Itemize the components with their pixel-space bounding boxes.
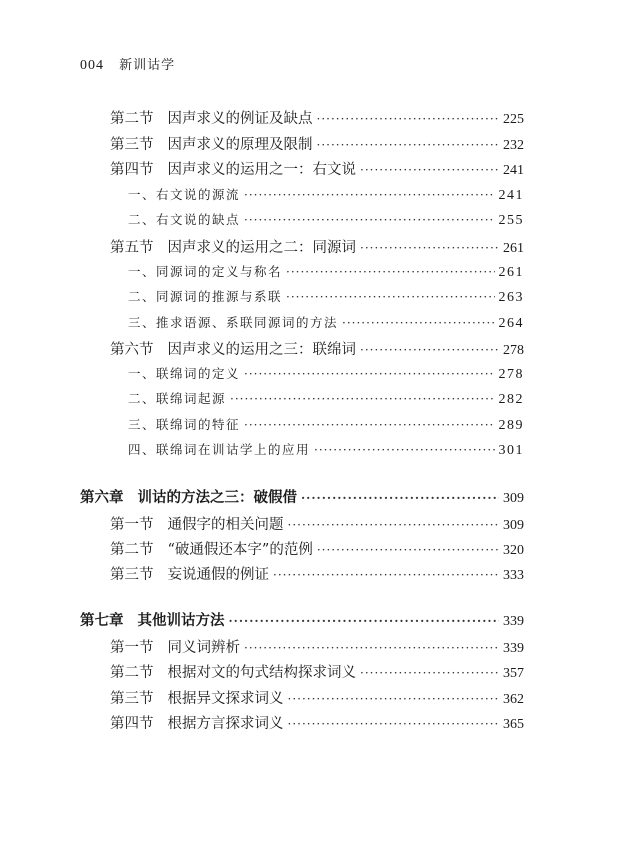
toc-entry-title: 三、推求语源、系联同源词的方法 — [128, 315, 339, 330]
toc-entry-title: 一、右文说的源流 — [128, 187, 241, 202]
toc-entry-title: 根据异文探求词义 — [167, 691, 284, 707]
toc-section-entry[interactable] — [110, 107, 524, 129]
dot-leader — [342, 316, 494, 330]
toc-entry-title: 一、同源词的定义与称名 — [128, 264, 283, 279]
toc-entry-label — [110, 513, 284, 534]
toc-entry-number: 第二节 — [110, 542, 154, 558]
toc-entry-page: 225 — [503, 112, 524, 127]
toc-entry-page: 261 — [503, 241, 524, 256]
toc-entry-title: 三、联绵词的特征 — [128, 417, 241, 432]
dot-leader — [244, 641, 499, 655]
toc-section-entry[interactable] — [110, 661, 524, 683]
toc-entry-label — [80, 609, 225, 630]
toc-entry-label — [128, 313, 338, 331]
toc-entry-page: 278 — [503, 343, 524, 358]
toc-subsection-entry[interactable] — [128, 364, 524, 386]
dot-leader — [273, 568, 499, 582]
toc-section-entry[interactable] — [110, 513, 524, 535]
toc-entry-label — [80, 486, 297, 507]
toc-entry-page: 320 — [503, 543, 524, 558]
toc-entry-label — [110, 636, 240, 657]
dot-leader — [229, 614, 500, 628]
dot-leader — [286, 265, 494, 279]
toc-entry-page: 261 — [498, 265, 524, 280]
dot-leader — [360, 163, 499, 177]
toc-entry-title: 同义词辨析 — [167, 640, 240, 656]
toc-subsection-entry[interactable] — [128, 210, 524, 232]
toc-section-entry[interactable] — [110, 158, 524, 180]
toc-entry-title: 训诂的方法之三：破假借 — [137, 489, 297, 506]
toc-entry-page: 309 — [503, 518, 524, 533]
toc-entry-label — [128, 287, 282, 305]
toc-entry-number: 第七章 — [80, 612, 124, 629]
toc-subsection-entry[interactable] — [128, 440, 524, 462]
dot-leader — [244, 213, 494, 227]
toc-entry-label — [128, 415, 240, 433]
toc-entry-title: 因声求义的运用之一：右文说 — [167, 162, 356, 178]
toc-entry-label — [128, 185, 240, 203]
dot-leader — [317, 112, 500, 126]
dot-leader — [317, 543, 499, 557]
toc-entry-label — [110, 712, 284, 733]
toc-subsection-entry[interactable] — [128, 415, 524, 437]
toc-entry-label — [110, 687, 284, 708]
dot-leader — [288, 692, 500, 706]
dot-leader — [288, 518, 500, 532]
toc-entry-page: 301 — [498, 443, 524, 458]
toc-entry-label — [110, 661, 356, 682]
toc-entry-title: 通假字的相关问题 — [167, 517, 284, 533]
toc-entry-label — [110, 158, 356, 179]
toc-entry-label — [110, 563, 269, 584]
dot-leader — [244, 188, 494, 202]
toc-entry-page: 289 — [498, 418, 524, 433]
running-header — [80, 54, 175, 74]
toc-entry-number: 第二节 — [110, 665, 154, 681]
toc-entry-number: 第六章 — [80, 489, 124, 506]
toc-entry-label — [110, 538, 313, 559]
toc-entry-page: 362 — [503, 692, 524, 707]
toc-entry-label — [110, 107, 313, 128]
dot-leader — [314, 443, 494, 457]
toc-entry-number: 第五节 — [110, 240, 154, 256]
dot-leader — [230, 392, 494, 406]
toc-entry-page: 264 — [498, 316, 524, 331]
toc-entry-page: 241 — [503, 163, 524, 178]
toc-subsection-entry[interactable] — [128, 389, 524, 411]
toc-entry-label — [110, 133, 313, 154]
toc-entry-page: 282 — [498, 392, 524, 407]
toc-entry-label — [128, 364, 240, 382]
toc-section-entry[interactable] — [110, 236, 524, 258]
dot-leader — [288, 717, 500, 731]
toc-entry-page: 278 — [498, 367, 524, 382]
toc-section-entry[interactable] — [110, 687, 524, 709]
toc-entry-page: 255 — [498, 213, 524, 228]
toc-entry-number: 第二节 — [110, 111, 154, 127]
dot-leader — [360, 343, 499, 357]
dot-leader — [360, 241, 499, 255]
toc-entry-page: 241 — [498, 188, 524, 203]
toc-subsection-entry[interactable] — [128, 287, 524, 309]
toc-entry-title: 因声求义的运用之二：同源词 — [167, 240, 356, 256]
toc-entry-label — [110, 236, 356, 257]
toc-entry-title: 一、联绵词的定义 — [128, 366, 241, 381]
toc-entry-label — [128, 440, 310, 458]
toc-subsection-entry[interactable] — [128, 185, 524, 207]
toc-entry-number: 第一节 — [110, 517, 154, 533]
toc-entry-title: 根据对文的句式结构探求词义 — [167, 665, 356, 681]
dot-leader — [286, 290, 494, 304]
toc-entry-page: 309 — [503, 491, 524, 506]
toc-entry-label — [128, 262, 282, 280]
toc-entry-title: 二、同源词的推源与系联 — [128, 289, 283, 304]
dot-leader — [360, 666, 499, 680]
toc-entry-title: “破通假还本字”的范例 — [167, 542, 313, 558]
toc-entry-title: 因声求义的例证及缺点 — [167, 111, 313, 127]
toc-entry-title: 其他训诂方法 — [137, 612, 225, 629]
toc-entry-title: 妄说通假的例证 — [167, 567, 269, 583]
toc-entry-number: 第四节 — [110, 716, 154, 732]
toc-section-entry[interactable] — [110, 538, 524, 560]
toc-section-entry[interactable] — [110, 636, 524, 658]
toc-entry-page: 333 — [503, 568, 524, 583]
toc-section-entry[interactable] — [110, 133, 524, 155]
dot-leader — [317, 138, 500, 152]
toc-entry-title: 根据方言探求词义 — [167, 716, 284, 732]
dot-leader — [301, 491, 499, 505]
toc-entry-title: 二、联绵词起源 — [128, 391, 227, 406]
toc-entry-page: 232 — [503, 138, 524, 153]
toc-section-entry[interactable] — [110, 338, 524, 360]
toc-entry-number: 第三节 — [110, 691, 154, 707]
toc-entry-page: 339 — [503, 641, 524, 656]
toc-entry-label — [128, 210, 240, 228]
toc-entry-page: 357 — [503, 666, 524, 681]
toc-entry-title: 因声求义的原理及限制 — [167, 137, 313, 153]
toc-entry-number: 第六节 — [110, 342, 154, 358]
toc-entry-label — [110, 338, 356, 359]
toc-entry-number: 第三节 — [110, 567, 154, 583]
toc-subsection-entry[interactable] — [128, 313, 524, 335]
toc-entry-title: 二、右文说的缺点 — [128, 212, 241, 227]
toc-entry-label — [128, 389, 226, 407]
toc-chapter-entry[interactable] — [80, 486, 524, 508]
toc-entry-title: 因声求义的运用之三：联绵词 — [167, 342, 356, 358]
toc-section-entry[interactable] — [110, 563, 524, 585]
header-book-title: 新训诂学 — [119, 58, 176, 73]
toc-entry-page: 365 — [503, 717, 524, 732]
toc-entry-page: 339 — [503, 614, 524, 629]
toc-entry-page: 263 — [498, 290, 524, 305]
toc-chapter-entry[interactable] — [80, 609, 524, 631]
toc-entry-number: 第一节 — [110, 640, 154, 656]
dot-leader — [244, 418, 494, 432]
toc-entry-number: 第四节 — [110, 162, 154, 178]
toc-entry-number: 第三节 — [110, 137, 154, 153]
header-page-number: 004 — [80, 58, 104, 73]
toc-entry-title: 四、联绵词在训诂学上的应用 — [128, 442, 311, 457]
toc-subsection-entry[interactable] — [128, 262, 524, 284]
toc-section-entry[interactable] — [110, 712, 524, 734]
dot-leader — [244, 367, 494, 381]
